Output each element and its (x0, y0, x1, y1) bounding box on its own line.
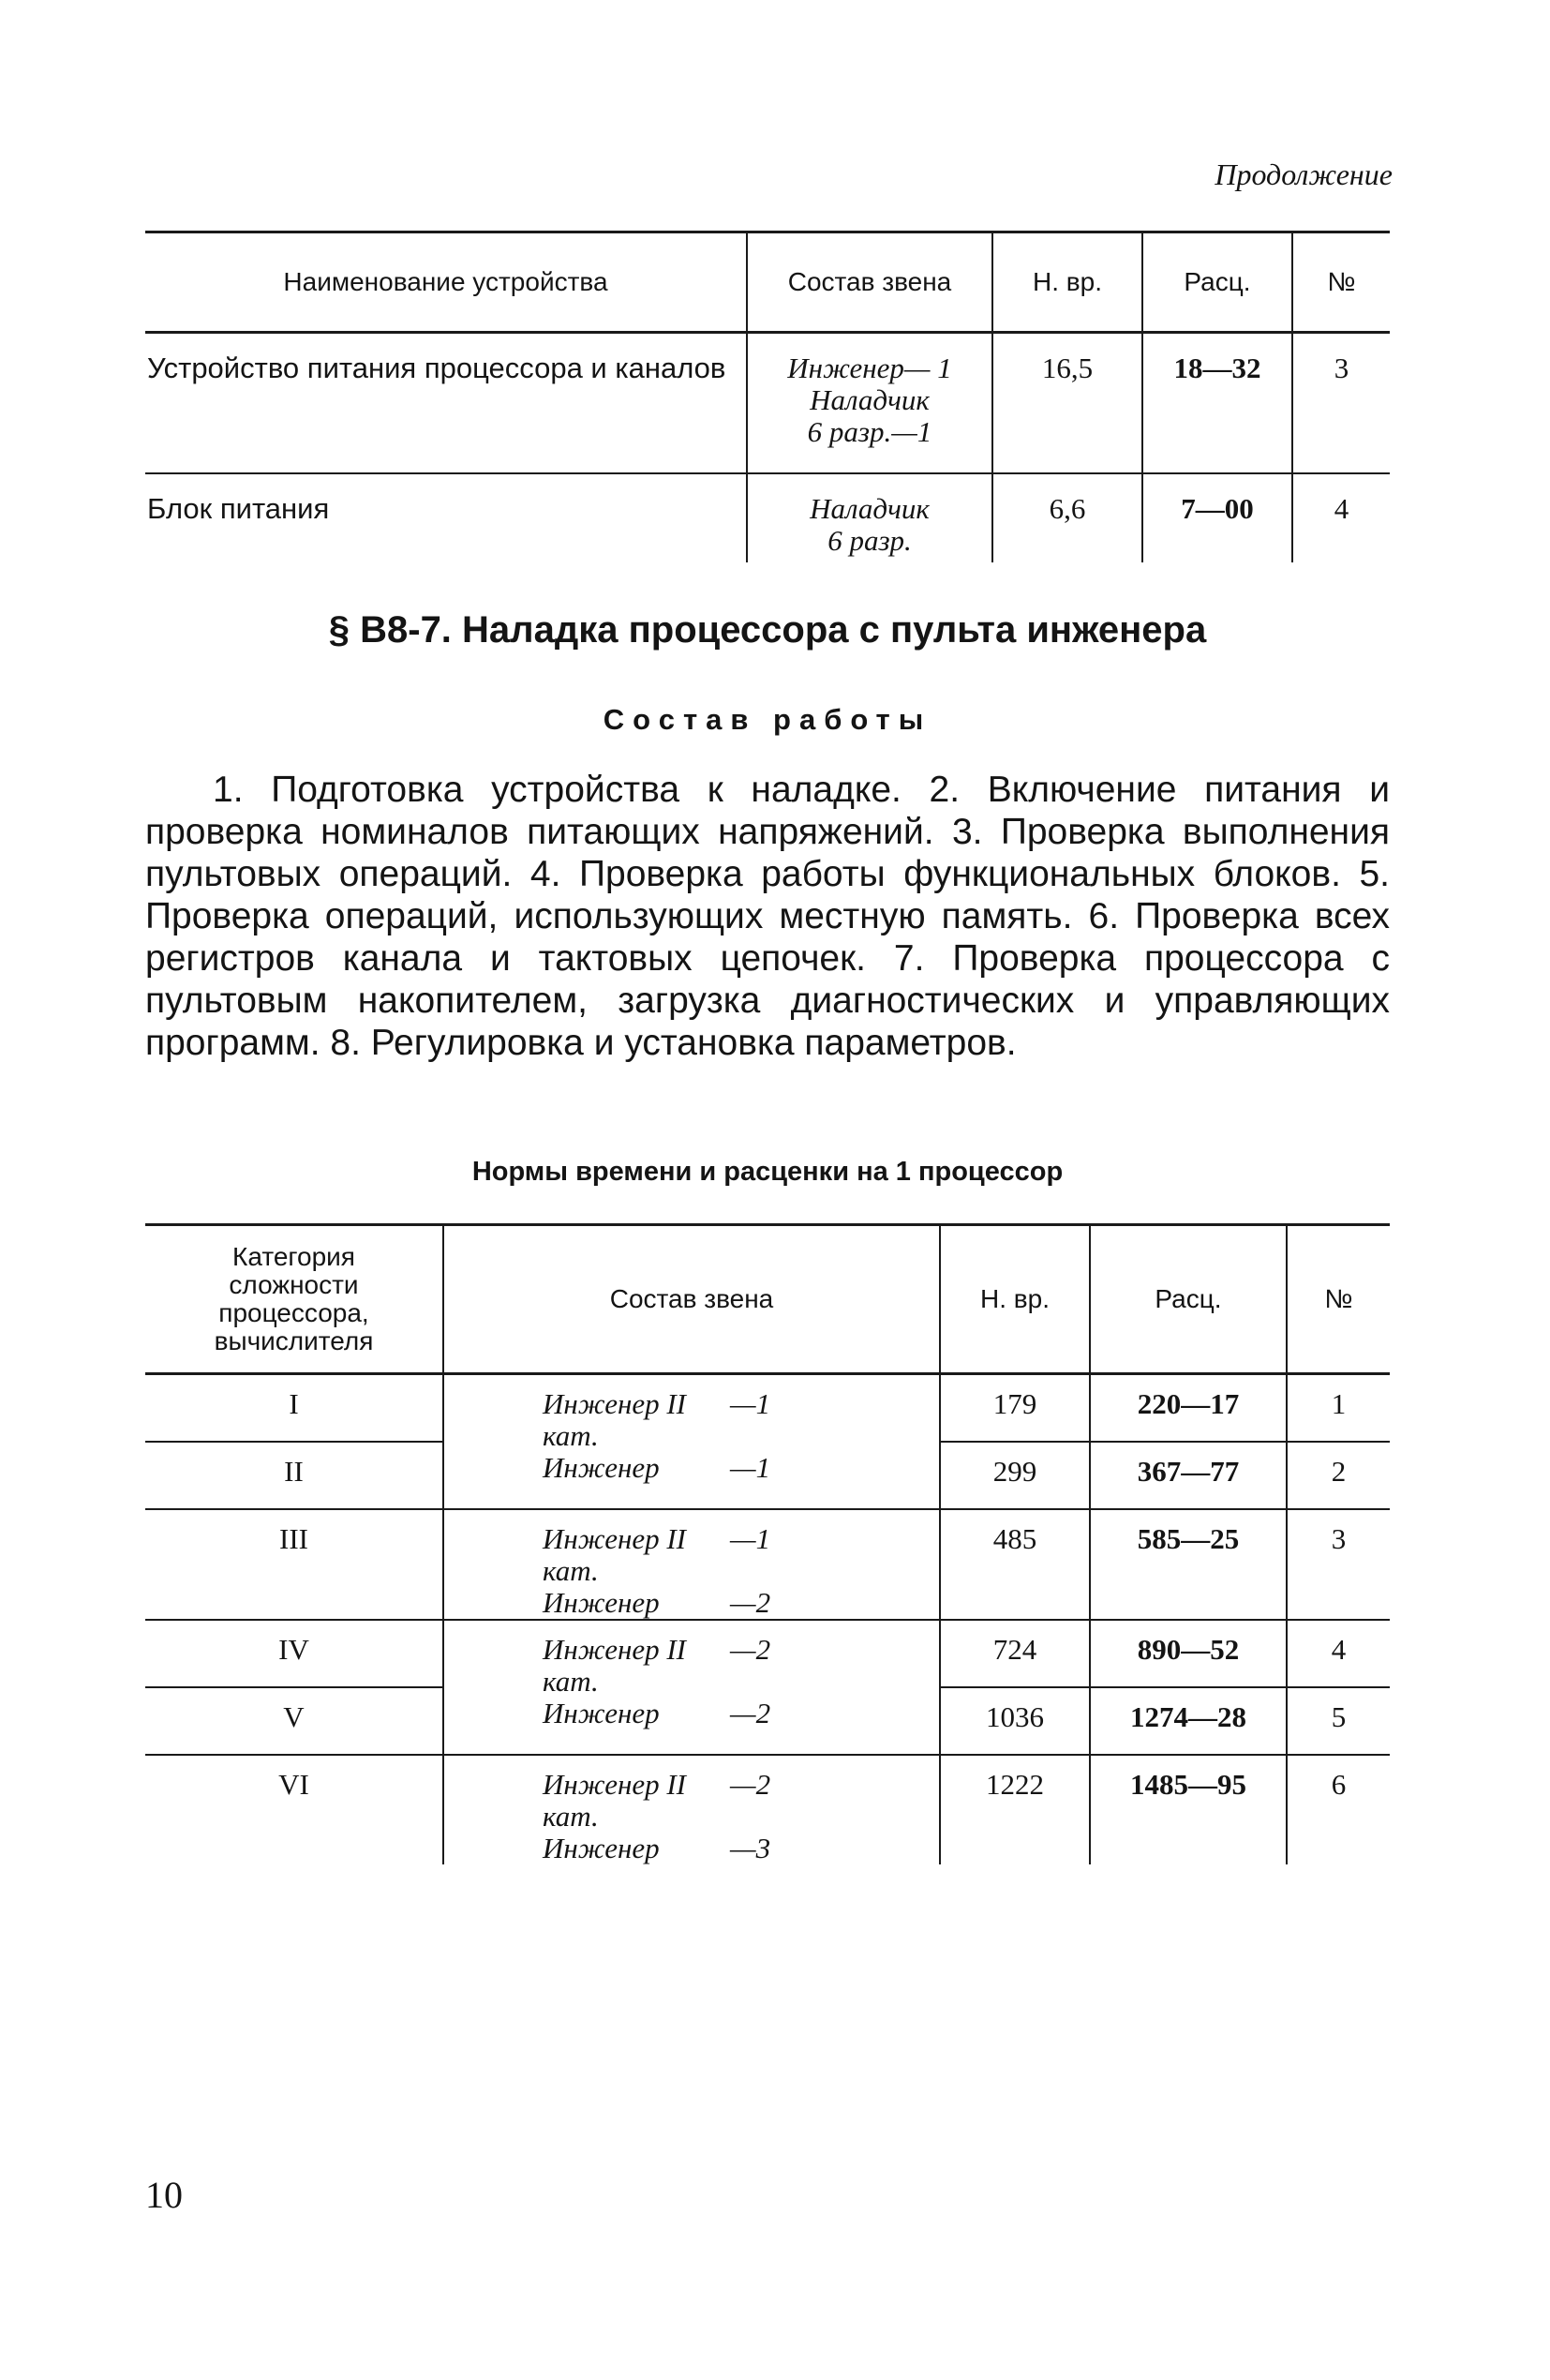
device-name: Устройство питания процессора и каналов (147, 352, 726, 384)
time-norm: 1222 (940, 1755, 1090, 1864)
table-header-row (145, 1225, 1390, 1374)
crew-line: Инженер II кат. —1 (543, 1387, 771, 1452)
rate-value: 18—32 (1142, 333, 1292, 474)
rate-value: 1274—28 (1090, 1687, 1287, 1755)
row-number: 3 (1287, 1509, 1390, 1620)
category: IV (145, 1620, 443, 1687)
column-header-rate: Расц. (1142, 232, 1292, 333)
time-norm: 6,6 (992, 473, 1142, 562)
page-number: 10 (145, 2174, 183, 2216)
row-number: 4 (1287, 1620, 1390, 1687)
time-norm: 724 (940, 1620, 1090, 1687)
table-row (145, 1509, 1390, 1620)
crew-composition (747, 333, 992, 474)
crew-line: Инженер —2 (543, 1586, 771, 1619)
column-header-number: № (1287, 1225, 1390, 1374)
section-title: § В8-7. Наладка процессора с пульта инженера (328, 609, 1207, 651)
rate-value: 367—77 (1090, 1442, 1287, 1509)
category: I (289, 1387, 299, 1420)
category: VI (145, 1755, 443, 1864)
row-number: 4 (1292, 473, 1390, 562)
crew-line: 6 разр. (827, 524, 912, 557)
table-header-row (145, 232, 1390, 333)
crew-line: Наладчик (810, 383, 930, 416)
crew-line: Наладчик (810, 492, 930, 525)
crew-line: Инженер II кат. —1 (543, 1522, 771, 1587)
row-number: 6 (1287, 1755, 1390, 1864)
crew-line: Инженер II кат. —2 (543, 1633, 771, 1698)
crew-line: Инженер II кат. —2 (543, 1768, 771, 1833)
time-norm: 485 (940, 1509, 1090, 1620)
crew-line: Инженер —2 (543, 1697, 771, 1729)
row-number: 1 (1287, 1374, 1390, 1443)
time-norm: 299 (940, 1442, 1090, 1509)
table-row (145, 1620, 1390, 1687)
work-heading: Состав работы (603, 703, 932, 736)
table-row (145, 473, 1390, 562)
category: II (145, 1442, 443, 1509)
crew-line: 6 разр.—1 (807, 415, 932, 448)
column-header-rate: Расц. (1090, 1225, 1287, 1374)
crew-line: Инженер —1 (543, 1451, 771, 1484)
continued-label: Продолжение (1215, 157, 1393, 191)
row-number: 5 (1287, 1687, 1390, 1755)
crew-composition (443, 1755, 940, 1864)
table-row (145, 333, 1390, 474)
crew-line: Инженер —3 (543, 1832, 771, 1864)
column-header-number: № (1292, 232, 1390, 333)
work-description: 1. Подготовка устройства к наладке. 2. Включение питания и проверка номиналов питающих напряжений. 3. Проверка выполнения пультовых операций. 4. Проверка работы функциональных блоков. 5. Проверка операций, использующих местную память. 6. Проверка всех регистров канала и тактовых цепочек. 7. Проверка процессора с пультовым накопителем, загрузка диагностических и управляющих программ. 8. Регулировка и установка параметров. (145, 770, 1390, 1063)
column-header-crew: Состав звена (443, 1225, 940, 1374)
device-norms-table (145, 231, 1390, 562)
time-norm: 1036 (940, 1687, 1090, 1755)
crew-composition (443, 1374, 940, 1510)
category: V (145, 1687, 443, 1755)
device-name: Блок питания (145, 473, 747, 562)
rate-value: 7—00 (1142, 473, 1292, 562)
crew-composition (443, 1620, 940, 1755)
table-row (145, 1374, 1390, 1443)
processor-norms-table (145, 1223, 1390, 1864)
rate-value: 890—52 (1090, 1620, 1287, 1687)
crew-composition (747, 473, 992, 562)
rate-value: 585—25 (1090, 1509, 1287, 1620)
crew-composition (443, 1509, 940, 1620)
crew-line: Инженер— 1 (787, 352, 952, 384)
column-header-time: Н. вр. (940, 1225, 1090, 1374)
row-number: 3 (1292, 333, 1390, 474)
category: III (145, 1509, 443, 1620)
row-number: 2 (1287, 1442, 1390, 1509)
time-norm: 16,5 (992, 333, 1142, 474)
column-header-category: Категория сложности процессора, вычислителя (214, 1242, 374, 1355)
norms-caption: Нормы времени и расценки на 1 процессор (471, 1157, 1064, 1187)
table-row (145, 1755, 1390, 1864)
column-header-device: Наименование устройства (283, 267, 608, 296)
rate-value: 1485—95 (1090, 1755, 1287, 1864)
rate-value: 220—17 (1090, 1374, 1287, 1443)
column-header-time: Н. вр. (992, 232, 1142, 333)
time-norm: 179 (940, 1374, 1090, 1443)
column-header-crew: Состав звена (747, 232, 992, 333)
